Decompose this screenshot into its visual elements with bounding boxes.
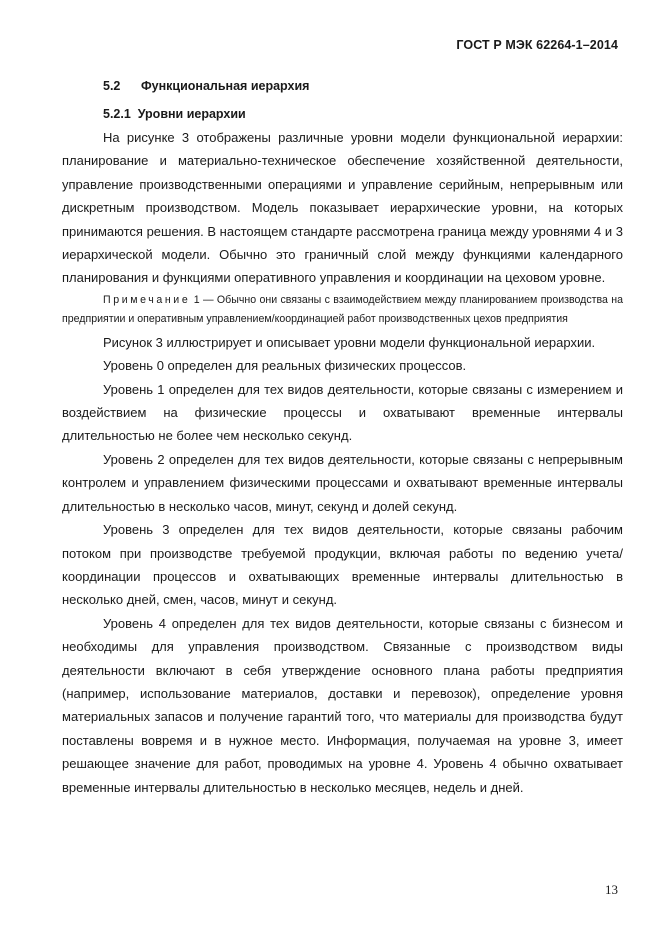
page-number: 13 [605, 882, 618, 897]
note-label: Примечание [103, 293, 191, 306]
body-text [62, 126, 623, 799]
note-text: 1 — Обычно они связаны с взаимодействием между планированием производства на предприятии и оперативным управлением/координацией работ производственных цехов предприятия [62, 293, 623, 325]
section-number: 5.2 [103, 79, 121, 93]
paragraph-1: На рисунке 3 отображены различные уровни модели функциональной иерархии: планирование и материально-техническое обеспечение хозяйственной деятельности, управление производственными операциями и управление серийным, непрерывным или дискретным производством. Модель показывает иерархические уровни, на которых принимаются решения. В настоящем стандарте рассмотрена граница между уровнями 4 и 3 иерархической модели. Обычно это граничный слой между функциями календарного планирования и функциями оперативного управления и координации на цеховом уровне. [62, 130, 623, 286]
paragraph-5: Уровень 2 определен для тех видов деятельности, которые связаны с непрерывным контролем и управлением физическими процессами и охватывают временные интервалы длительностью в несколько часов, минут, секунд и долей секунд. [62, 451, 623, 514]
subsection-heading: 5.2.1 Уровни иерархии [103, 107, 246, 121]
paragraph-4: Уровень 1 определен для тех видов деятельности, которые связаны с измерением и воздействием на физические процессы и охватывают временные интервалы длительностью не более чем несколько секунд. [62, 381, 623, 444]
paragraph-2: Рисунок 3 иллюстрирует и описывает уровни модели функциональной иерархии. [103, 334, 596, 350]
section-heading [103, 79, 309, 93]
standard-header: ГОСТ Р МЭК 62264-1–2014 [456, 38, 618, 52]
paragraph-6: Уровень 3 определен для тех видов деятельности, которые связаны рабочим потоком при производстве требуемой продукции, включая работы по ведению учета/координации процессов и охватывающих временные интервалы длительностью в несколько дней, смен, часов, минут и секунд. [62, 522, 623, 608]
section-title: Функциональная иерархия [141, 79, 310, 93]
paragraph-3: Уровень 0 определен для реальных физических процессов. [103, 358, 467, 374]
paragraph-7: Уровень 4 определен для тех видов деятельности, которые связаны с бизнесом и необходимы для управления производством. Связанные с производством виды деятельности включают в себя утверждение основного плана работы предприятия (например, использование материалов, доставки и перевозок), определение уровня материальных запасов и получение гарантий того, что материалы для производства будут поставлены вовремя и в нужное место. Информация, получаемая на уровне 3, имеет решающее значение для работ, проводимых на уровне 4. Уровень 4 обычно охватывает временные интервалы длительностью в несколько месяцев, недель и дней. [62, 615, 623, 795]
note-1 [62, 291, 623, 329]
